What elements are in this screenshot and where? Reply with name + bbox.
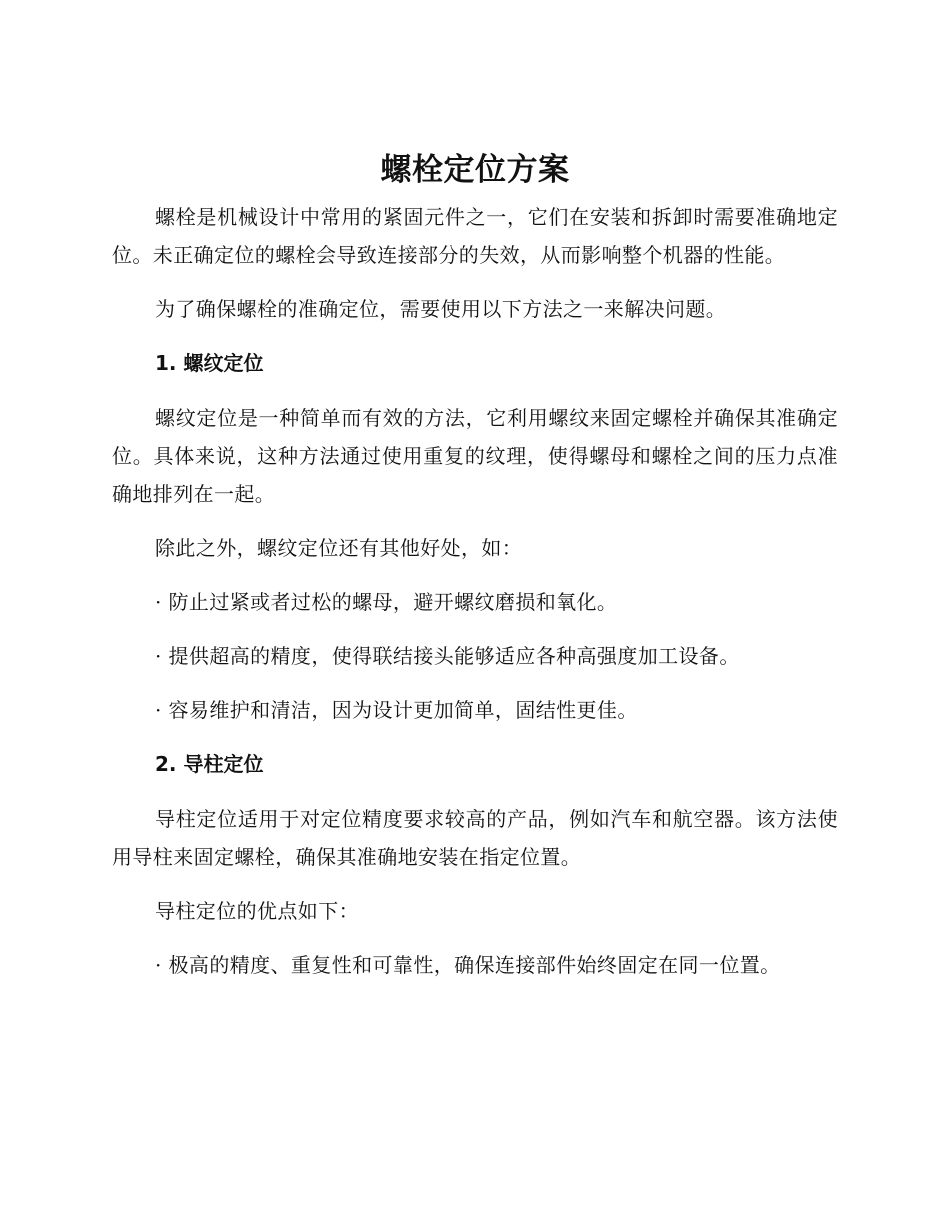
bullet-item: · 防止过紧或者过松的螺母，避开螺纹磨损和氧化。 [155, 590, 618, 614]
section-paragraph: 除此之外，螺纹定位还有其他好处，如： [155, 536, 523, 560]
bullet-item: · 容易维护和清洁，因为设计更加简单，固结性更佳。 [155, 698, 638, 722]
intro-paragraph: 螺栓是机械设计中常用的紧固元件之一，它们在安装和拆卸时需要准确地定位。未正确定位的螺栓会导致连接部分的失效，从而影响整个机器的性能。 [112, 205, 838, 267]
section-paragraph: 导柱定位的优点如下： [155, 899, 359, 923]
bullet-item: · 极高的精度、重复性和可靠性，确保连接部件始终固定在同一位置。 [155, 953, 781, 977]
bullet-item: · 提供超高的精度，使得联结接头能够适应各种高强度加工设备。 [155, 644, 740, 668]
section-heading-guide-pin-positioning: 2. 导柱定位 [155, 752, 264, 776]
section-paragraph: 螺纹定位是一种简单而有效的方法，它利用螺纹来固定螺栓并确保其准确定位。具体来说，这种方法通过使用重复的纹理，使得螺母和螺栓之间的压力点准确地排列在一起。 [112, 406, 838, 506]
section-heading-thread-positioning: 1. 螺纹定位 [155, 351, 264, 375]
intro-paragraph: 为了确保螺栓的准确定位，需要使用以下方法之一来解决问题。 [155, 297, 727, 321]
section-paragraph: 导柱定位适用于对定位精度要求较高的产品，例如汽车和航空器。该方法使用导柱来固定螺栓，确保其准确地安装在指定位置。 [112, 807, 838, 869]
document-title: 螺栓定位方案 [380, 152, 570, 188]
